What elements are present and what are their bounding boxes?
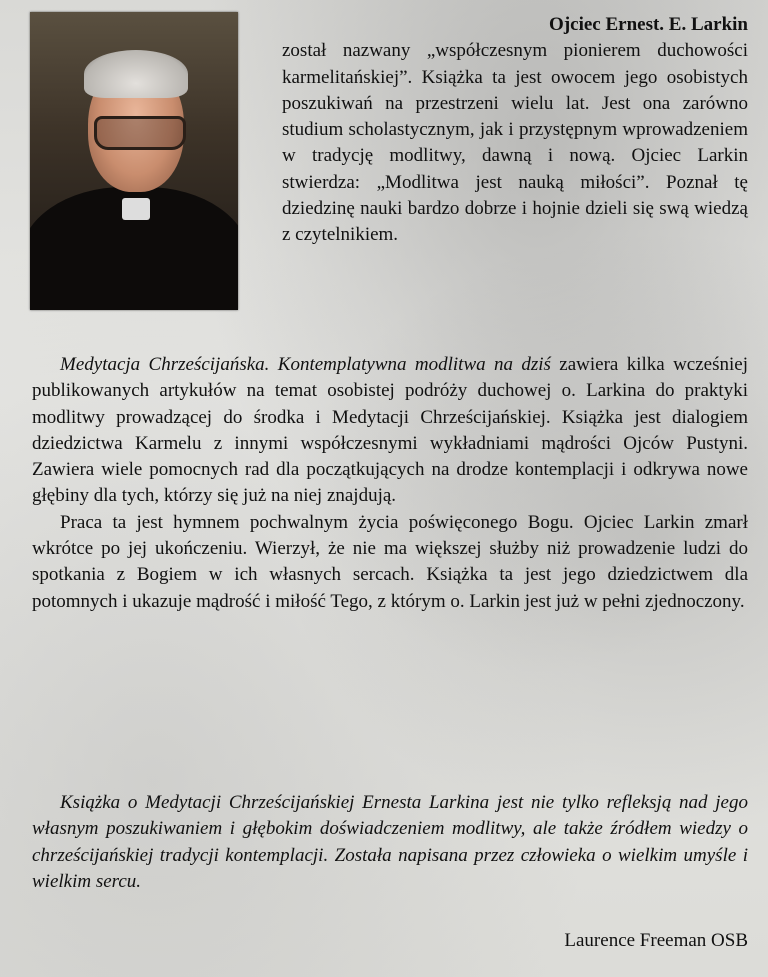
author-bio-text: został nazwany „współczesnym pionierem duchowości karmelitańskiej”. Książka ta jest owocem jego osobistych poszukiwań na przestrzeni wielu lat. Jest ona zarówno studium scholastycznym, jak i przystępnym wprowadzeniem w tradycję modlitwy, dawną i nową. Ojciec Larkin stwierdza: „Modlitwa jest nauką miłości”. Poznał tę dziedzinę nauki bardzo dobrze i hojnie dzieli się swą wiedzą z czytelnikiem.: [282, 40, 748, 246]
description-paragraph-1-text: zawiera kilka wcześniej publikowanych artykułów na temat osobistej podróży duchowej o. Larkina do praktyki modlitwy prowadzącej do środka i Medytacji Chrześcijańskiej. Książka jest dialogiem dziedzictwa Karmelu z innymi współczesnymi wykładniami mądrości Ojców Pustyni. Zawiera wiele pomocnych rad dla początkujących na drodze kontemplacji i odkrywa nowe głębiny dla tych, którzy się już na niej znajdują.: [32, 354, 748, 507]
book-description: [32, 352, 748, 615]
author-photo: [30, 12, 238, 310]
description-paragraph-2: Praca ta jest hymnem pochwalnym życia poświęconego Bogu. Ojciec Larkin zmarł wkrótce po jej ukończeniu. Wierzył, że nie ma większej służby niż prowadzenie ludzi do spotkania z Bogiem w ich własnych sercach. Książka ta jest jego dziedzictwem dla potomnych i ukazuje mądrość i miłość Tego, z którym o. Larkin jest już w pełni zjednoczony.: [32, 511, 748, 612]
book-title: Medytacja Chrześcijańska. Kontemplatywna modlitwa na dziś: [60, 354, 551, 375]
photo-hair: [84, 50, 188, 98]
photo-glasses: [94, 116, 186, 150]
quote-author: Laurence Freeman OSB: [564, 930, 748, 951]
photo-collar: [122, 198, 150, 220]
endorsement-quote: [32, 790, 748, 895]
author-bio: [282, 12, 748, 249]
author-name: Ojciec Ernest. E. Larkin: [549, 14, 748, 35]
description-paragraph-1: [32, 352, 748, 510]
quote-text: Książka o Medytacji Chrześcijańskiej Ernesta Larkina jest nie tylko refleksją nad jego własnym poszukiwaniem i głębokim doświadczeniem modlitwy, ale także źródłem wiedzy o chrześcijańskiej tradycji kontemplacji. Została napisana przez człowieka o wielkim umyśle i wielkim sercu.: [32, 792, 748, 892]
